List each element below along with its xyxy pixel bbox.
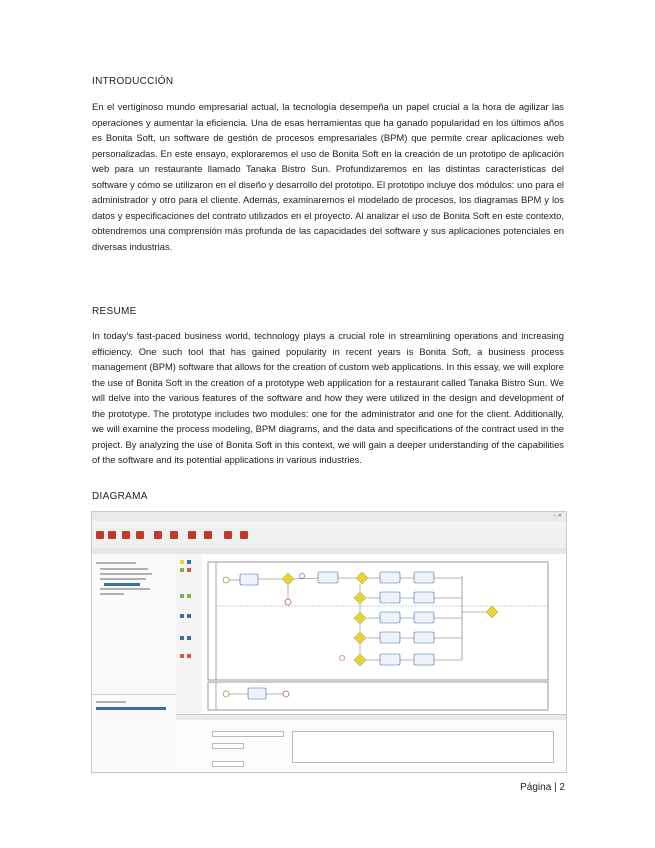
palette-gateway-icon xyxy=(180,560,184,564)
outline-panel xyxy=(92,694,176,773)
palette-event-icon xyxy=(180,654,184,658)
toolbar-icon xyxy=(122,531,130,539)
tree-line xyxy=(100,588,150,590)
outline-line xyxy=(96,701,126,703)
task-box xyxy=(414,572,434,583)
task-box xyxy=(380,654,400,665)
diagram-heading: DIAGRAMA xyxy=(92,491,148,502)
palette-task-icon xyxy=(187,560,191,564)
resume-heading: RESUME xyxy=(92,306,137,317)
event-icon xyxy=(339,655,344,660)
palette-event-icon xyxy=(187,636,191,640)
gateway-icon xyxy=(282,573,294,585)
figure-toolbar xyxy=(92,528,566,549)
toolbar-icon xyxy=(96,531,104,539)
toolbar-icon xyxy=(224,531,232,539)
event-icon xyxy=(299,573,304,578)
figure-title-bar xyxy=(92,512,566,521)
shape-palette xyxy=(176,554,203,714)
props-description-field xyxy=(292,731,554,763)
bpm-diagram xyxy=(202,554,566,714)
gateway-icon xyxy=(356,572,368,584)
tree-selected xyxy=(104,583,140,586)
window-controls-icon: – ✕ xyxy=(553,513,562,519)
task-box xyxy=(248,688,266,699)
end-event-icon xyxy=(285,599,291,605)
gateway-icon xyxy=(354,654,366,666)
gateway-icon xyxy=(354,632,366,644)
task-box xyxy=(318,572,338,583)
properties-panel xyxy=(176,714,566,773)
tree-line xyxy=(96,562,136,564)
task-box xyxy=(414,632,434,643)
figure-menu-bar xyxy=(92,521,566,528)
gateway-icon xyxy=(354,592,366,604)
palette-event-icon xyxy=(187,594,191,598)
page-number: Página | 2 xyxy=(520,782,565,793)
toolbar-icon xyxy=(108,531,116,539)
props-tabs xyxy=(176,715,566,720)
tree-line xyxy=(100,593,124,595)
task-box xyxy=(414,592,434,603)
props-field xyxy=(212,743,244,749)
palette-end-icon xyxy=(187,568,191,572)
props-field xyxy=(212,761,244,767)
toolbar-icon xyxy=(154,531,162,539)
end-event-icon xyxy=(283,691,289,697)
toolbar-icon xyxy=(204,531,212,539)
task-box xyxy=(414,654,434,665)
gateway-icon xyxy=(354,612,366,624)
tree-line xyxy=(100,578,146,580)
toolbar-icon xyxy=(170,531,178,539)
bonita-screenshot-figure xyxy=(91,511,567,773)
intro-heading: INTRODUCCIÓN xyxy=(92,76,174,87)
toolbar-icon xyxy=(136,531,144,539)
start-event-icon xyxy=(223,691,229,697)
toolbar-icon xyxy=(188,531,196,539)
task-box xyxy=(380,612,400,623)
palette-event-icon xyxy=(180,594,184,598)
intro-paragraph: En el vertiginoso mundo empresarial actual, la tecnología desempeña un papel crucial a la hora de agilizar las operaciones y aumentar la eficiencia. Una de esas herramientas que ha ganado popularidad en los últimos años es Bonita Soft, un software de gestión de procesos empresariales (BPM) que permite crear aplicaciones web personalizadas. En este ensayo, exploraremos el uso de Bonita Soft en la creación de un prototipo de aplicación web para un restaurante llamado Tanaka Bistro Sun. Profundizaremos en las distintas características del software y cómo se utilizaron en el diseño y desarrollo del prototipo. El prototipo incluye dos módulos: uno para el administrador y otro para el cliente. Además, examinaremos el modelado de procesos, los diagramas BPM y los datos y especificaciones del contrato utilizados en el proyecto. Al analizar el uso de Bonita Soft en este contexto, obtendremos una comprensión más profunda de las capacidades del software y sus aplicaciones potenciales en diversas industrias. xyxy=(92,101,564,252)
project-explorer-panel xyxy=(92,554,177,694)
props-name-field xyxy=(212,731,284,737)
task-box xyxy=(380,632,400,643)
toolbar-icon xyxy=(240,531,248,539)
tree-line xyxy=(100,573,152,575)
task-box xyxy=(414,612,434,623)
start-event-icon xyxy=(223,577,229,583)
pool-main xyxy=(208,562,548,680)
palette-event-icon xyxy=(180,614,184,618)
palette-event-icon xyxy=(187,654,191,658)
palette-event-icon xyxy=(180,636,184,640)
task-box xyxy=(380,572,400,583)
task-box xyxy=(240,574,258,585)
palette-event-icon xyxy=(187,614,191,618)
palette-start-icon xyxy=(180,568,184,572)
gateway-icon xyxy=(486,606,498,618)
resume-paragraph: In today's fast-paced business world, technology plays a crucial role in streamlining operations and increasing efficiency. One such tool that has gained popularity in recent years is Bonita Soft, a business process management (BPM) software that allows for the creation of custom web applications. In this essay, we will explore the use of Bonita Soft in the creation of a prototype web application for a restaurant called Tanaka Bistro Sun. We will delve into the various features of the software and how they were utilized in the design and development of the prototype. The prototype includes two modules: one for the administrator and one for the client. Additionally, we will examine the process modeling, BPM diagrams, and the data and specifications of the contract used in the project. By analyzing the use of Bonita Soft in this context, we will gain a deeper understanding of the capabilities of the software and its potential applications in various industries. xyxy=(92,330,564,465)
tree-line xyxy=(100,568,148,570)
task-box xyxy=(380,592,400,603)
outline-selected xyxy=(96,707,166,710)
bpm-diagram-canvas xyxy=(202,554,566,714)
